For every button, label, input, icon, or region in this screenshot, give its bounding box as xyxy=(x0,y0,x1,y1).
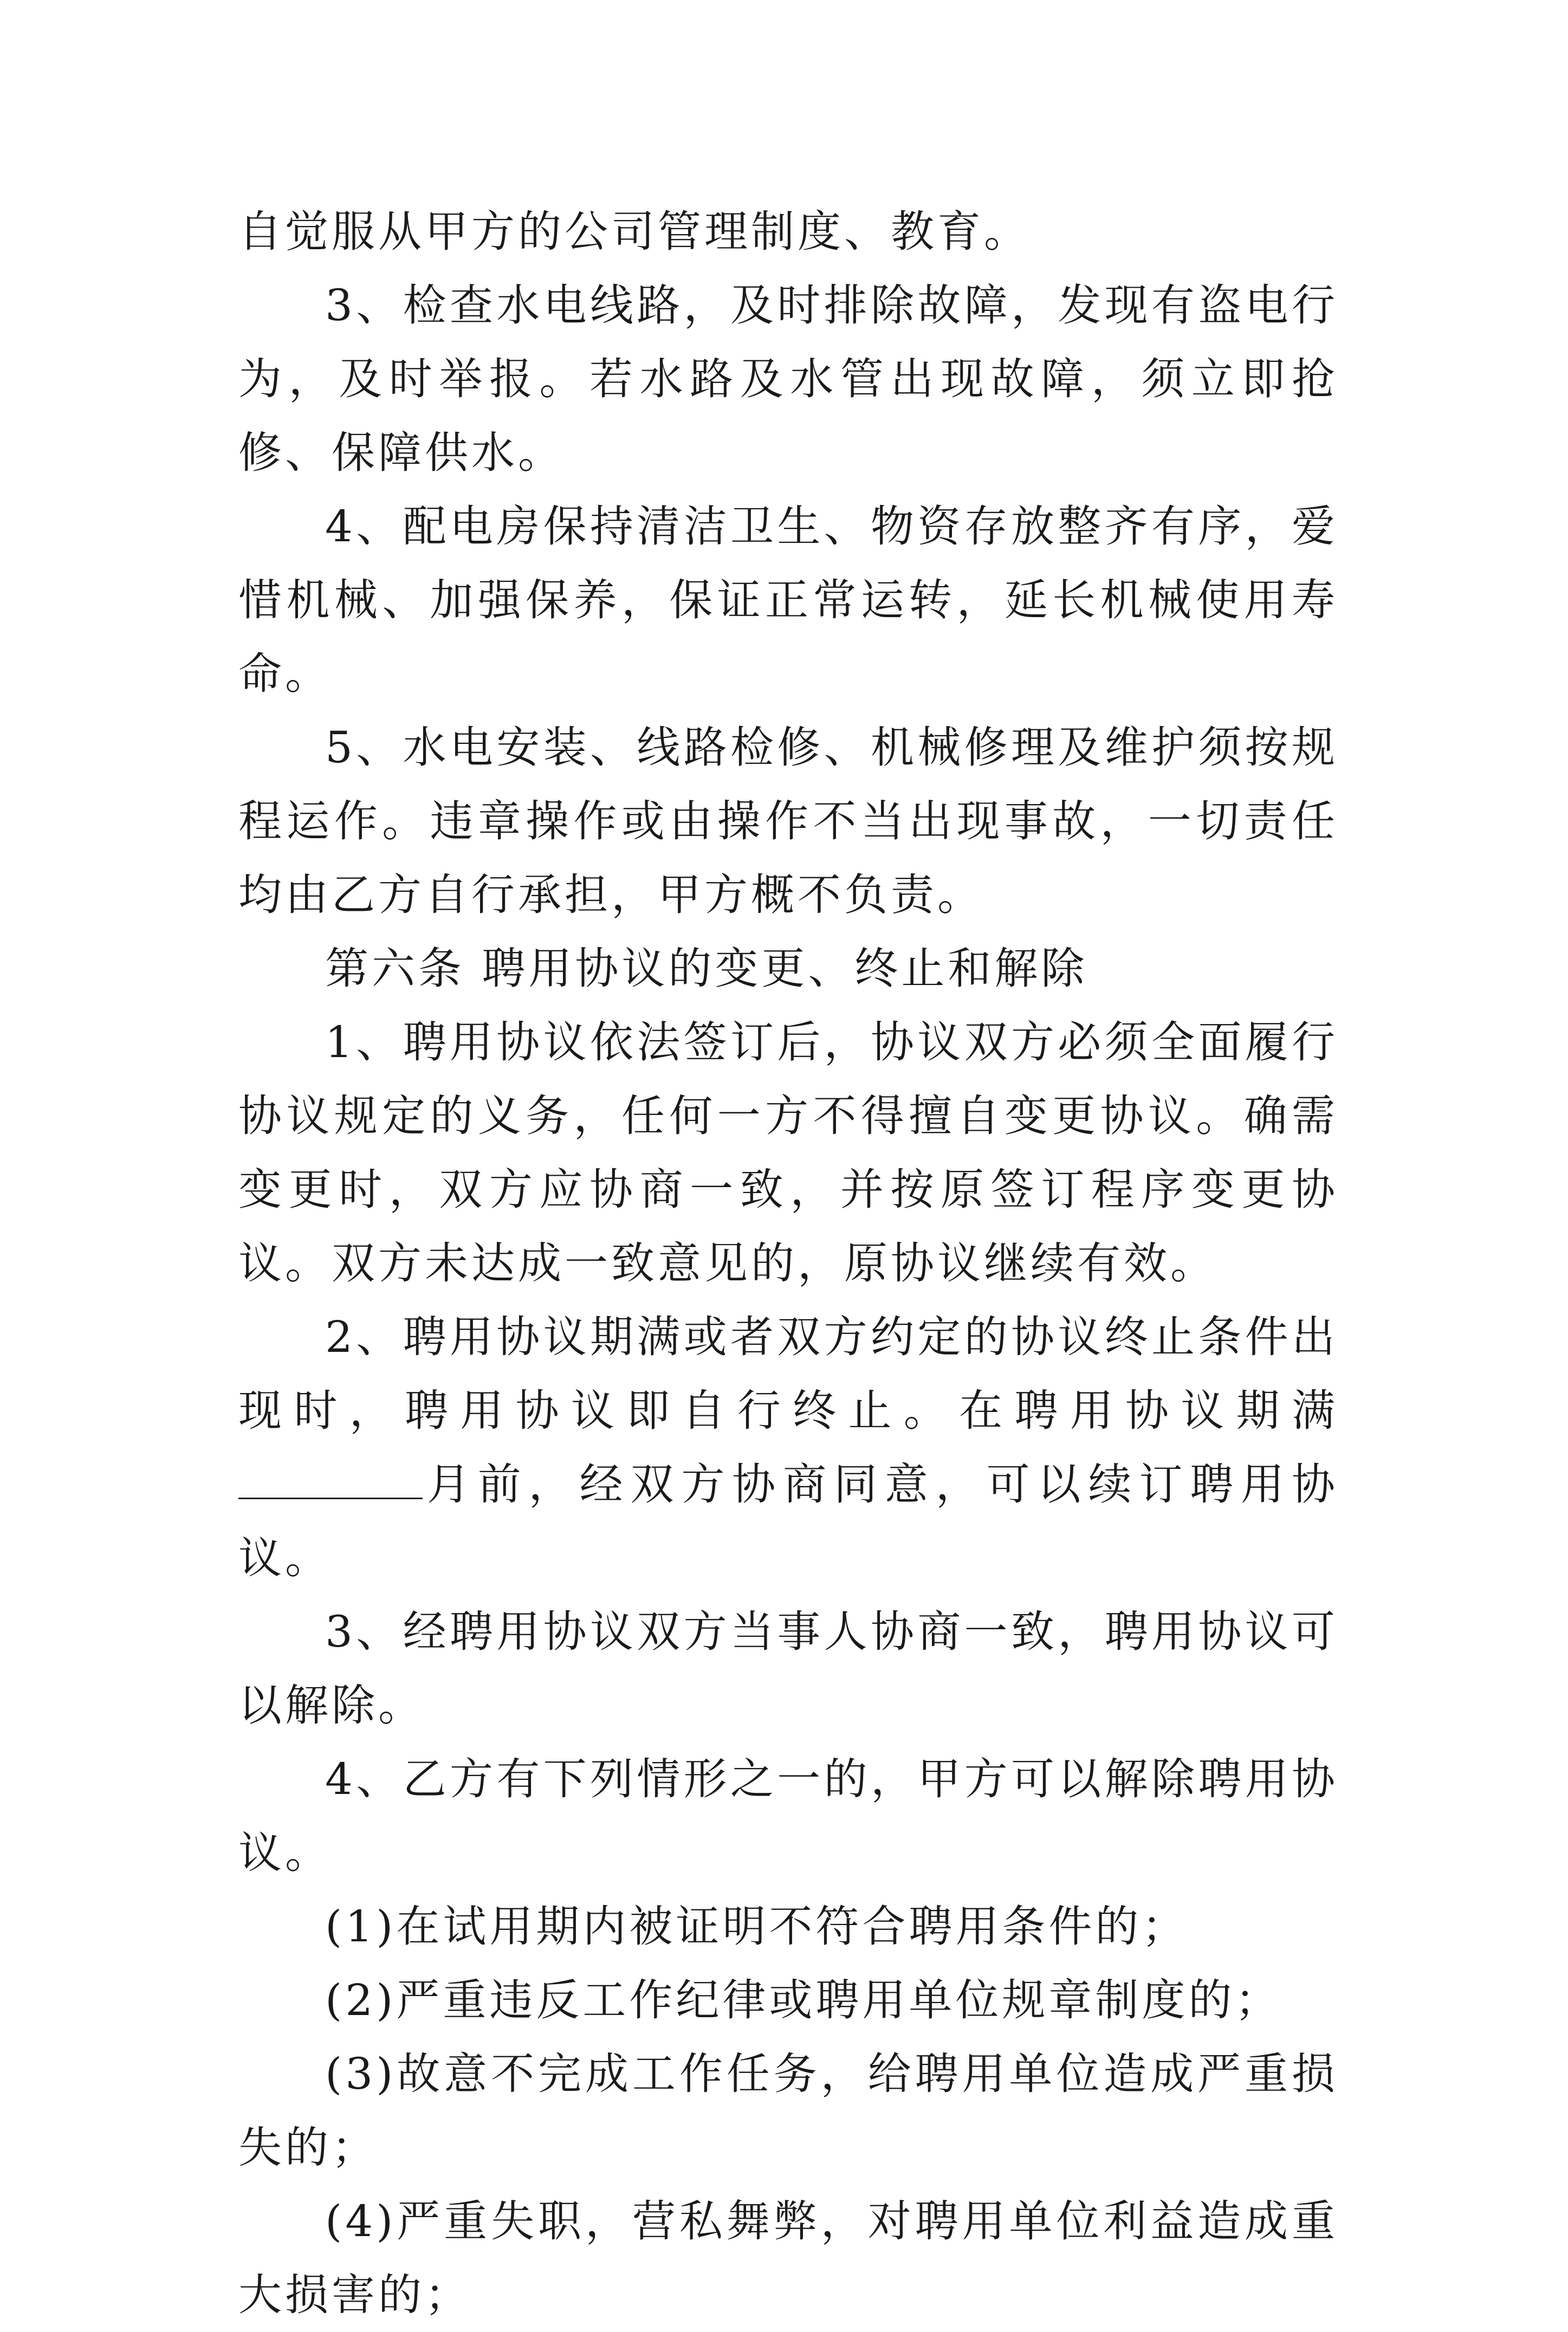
document-body xyxy=(238,195,1338,2332)
list-item-4: (4)严重失职，营私舞弊，对聘用单位利益造成重大损害的； xyxy=(238,2196,1338,2320)
paragraph-item-5: 5、水电安装、线路检修、机械修理及维护须按规程运作。违章操作或由操作不当出现事故，一切责任均由乙方自行承担，甲方概不负责。 xyxy=(238,722,1338,920)
fill-in-blank[interactable] xyxy=(238,1460,423,1499)
paragraph-continuation: 自觉服从甲方的公司管理制度、教育。 xyxy=(238,206,1031,257)
clause-2-text-before-blank: 2、聘用协议期满或者双方约定的协议终止条件出现时，聘用协议即自行终止。在聘用协议期满 xyxy=(238,1312,1338,1436)
list-item-2: (2)严重违反工作纪律或聘用单位规章制度的； xyxy=(325,1975,1282,2025)
paragraph-clause-4: 4、乙方有下列情形之一的，甲方可以解除聘用协议。 xyxy=(238,1754,1338,1878)
paragraph-clause-1: 1、聘用协议依法签订后，协议双方必须全面履行协议规定的义务，任何一方不得擅自变更协议。确需变更时，双方应协商一致，并按原签订程序变更协议。双方未达成一致意见的，原协议继续有效。 xyxy=(238,1017,1338,1288)
paragraph-item-4: 4、配电房保持清洁卫生、物资存放整齐有序，爱惜机械、加强保养，保证正常运转，延长机械使用寿命。 xyxy=(238,501,1338,699)
paragraph-item-3: 3、检查水电线路，及时排除故障，发现有盗电行为，及时举报。若水路及水管出现故障，须立即抢修、保障供水。 xyxy=(238,280,1338,478)
list-item-3: (3)故意不完成工作任务，给聘用单位造成严重损失的； xyxy=(238,2049,1338,2173)
clause-2-text-after-blank: 月前，经双方协商同意，可以续订聘用协议。 xyxy=(238,1459,1338,1583)
section-heading: 第六条 聘用协议的变更、终止和解除 xyxy=(325,943,1088,994)
list-item-1: (1)在试用期内被证明不符合聘用条件的； xyxy=(325,1901,1189,1952)
paragraph-clause-2 xyxy=(238,1300,1338,1595)
paragraph-clause-3: 3、经聘用协议双方当事人协商一致，聘用协议可以解除。 xyxy=(238,1607,1338,1731)
